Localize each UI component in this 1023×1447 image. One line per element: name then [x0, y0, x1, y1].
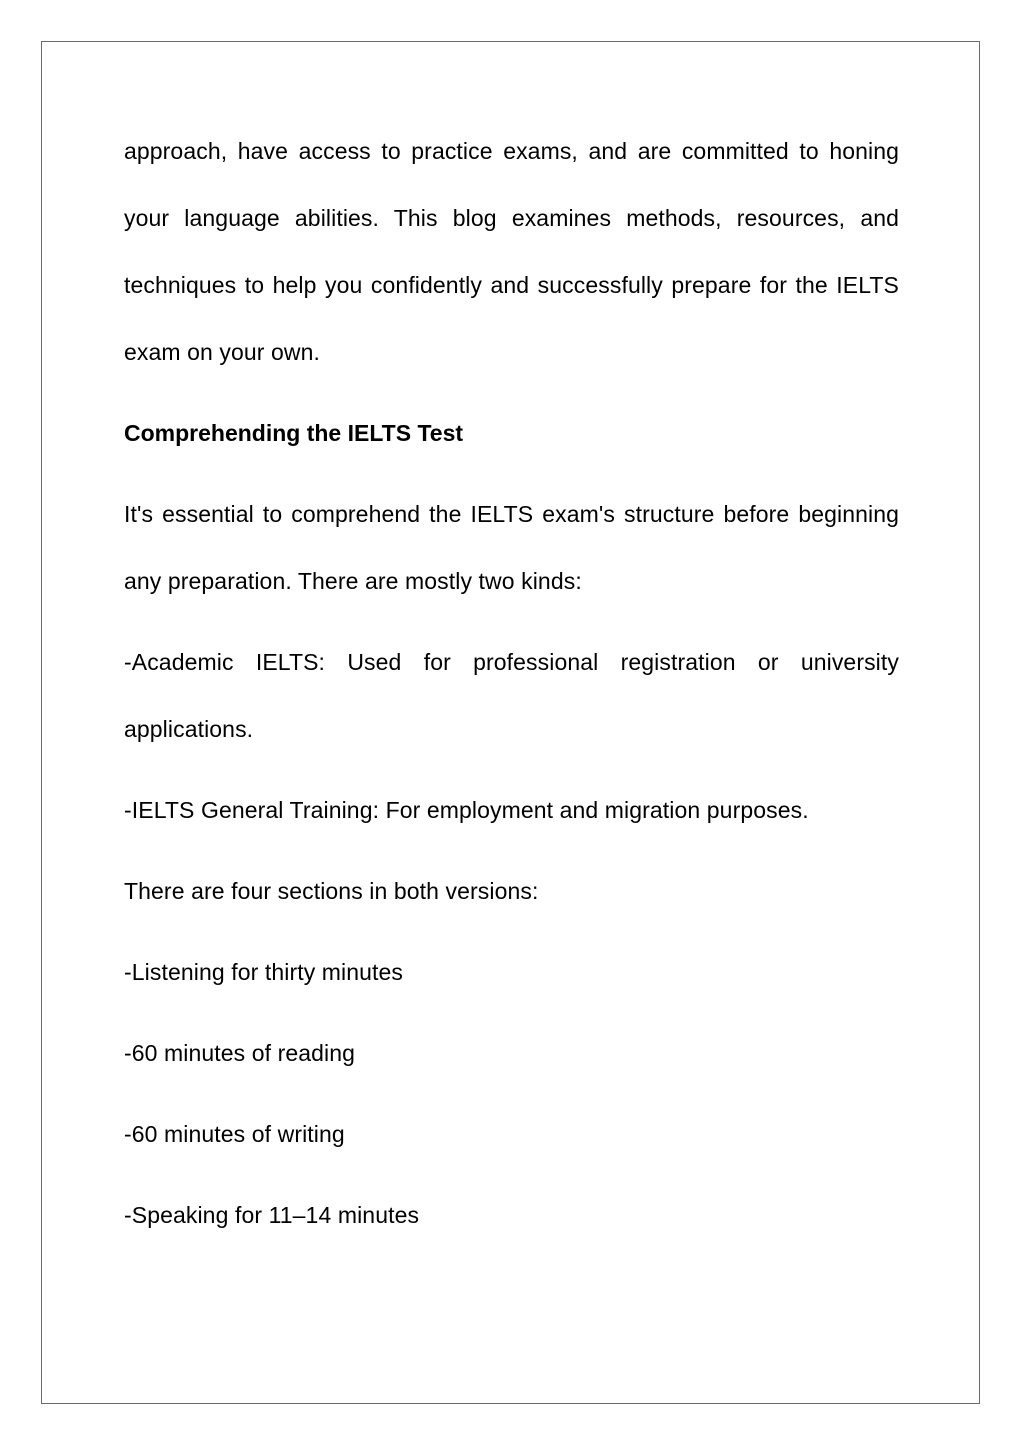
section-heading: Comprehending the IELTS Test [124, 420, 464, 446]
kind-item-academic: -Academic IELTS: Used for professional registration or university applications. [124, 649, 899, 742]
section-item-listening: -Listening for thirty minutes [124, 959, 404, 985]
structure-paragraph: It's essential to comprehend the IELTS exam's structure before beginning any preparation. There are mostly two kinds: [124, 501, 899, 594]
section-item-reading: -60 minutes of reading [124, 1040, 356, 1066]
sections-intro: There are four sections in both versions: [124, 878, 539, 904]
kind-item-general-training: -IELTS General Training: For employment and migration purposes. [124, 797, 809, 823]
document-body [124, 118, 899, 1263]
section-item-writing: -60 minutes of writing [124, 1121, 345, 1147]
intro-paragraph: approach, have access to practice exams, and are committed to honing your language abilities. This blog examines methods, resources, and techniques to help you confidently and successfully prepare for the IELTS exam on your own. [124, 138, 899, 365]
section-item-speaking: -Speaking for 11–14 minutes [124, 1202, 420, 1228]
